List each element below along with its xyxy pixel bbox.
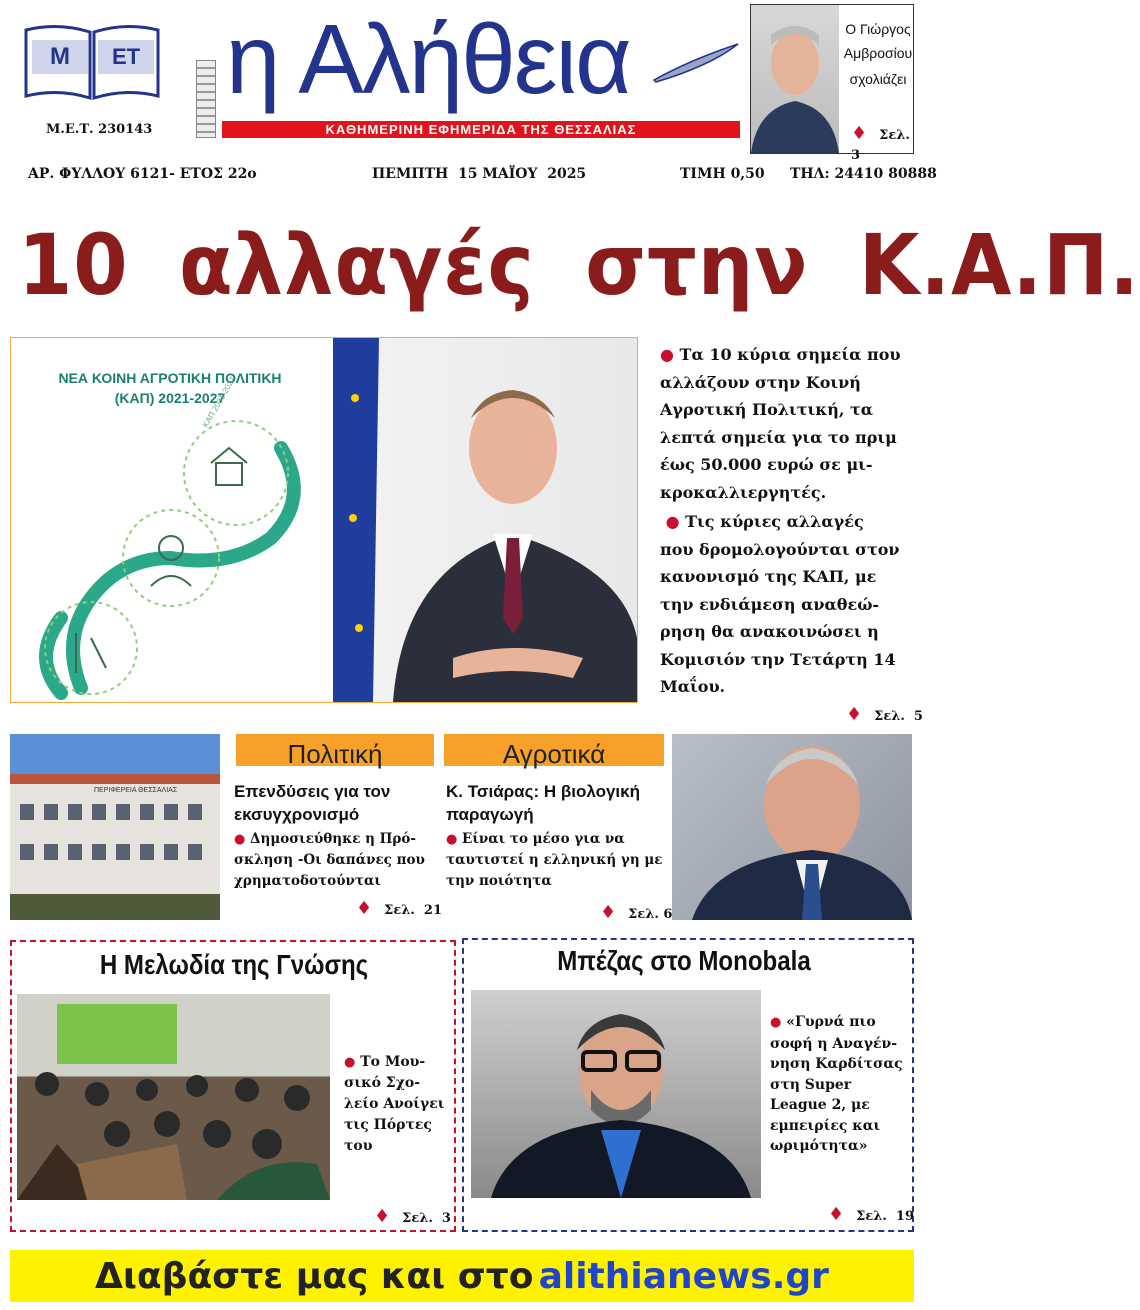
- lead-bullet-1-text-1: Τα 10 κύρια σημεία που: [679, 345, 901, 364]
- melodia-ref-text: Σελ. 3: [402, 1211, 451, 1226]
- melodia-body-line-5: του: [344, 1138, 373, 1154]
- tsiaras-photo[interactable]: [672, 734, 912, 920]
- lead-bullet-2-line-7: Μαΐου.: [660, 677, 726, 696]
- lead-bullet-2-line-6: Κομισιόν την Τετάρτη 14: [660, 649, 896, 669]
- politiki-body-text-1: Δημοσιεύθηκε η Πρό-: [250, 831, 416, 847]
- mpezas-body-line-7: ωριμότητα»: [770, 1138, 868, 1154]
- lead-bullet-2-line-1: [660, 508, 922, 536]
- diamond-icon: ♦: [356, 898, 373, 919]
- lead-bullet-1-line-2: αλλάζουν στην Κοινή: [660, 372, 861, 392]
- main-headline[interactable]: 10 αλλαγές στην Κ.Α.Π.: [18, 216, 1140, 314]
- cap-graphic-title-line1: ΝΕΑ ΚΟΙΝΗ ΑΓΡΟΤΙΚΗ ΠΟΛΙΤΙΚΗ: [58, 370, 282, 386]
- section-politiki-label: Πολιτική: [287, 739, 383, 769]
- politiki-title[interactable]: [234, 780, 444, 826]
- masthead-subtitle: ΚΑΘΗΜΕΡΙΝΗ ΕΦΗΜΕΡΙΔΑ ΤΗΣ ΘΕΣΣΑΛΙΑΣ: [222, 121, 740, 138]
- columnist-name-line2: Αμβροσίου: [843, 45, 913, 61]
- politiki-title-line-1: Επενδύσεις για τον: [234, 782, 391, 801]
- met-logo-right-text: ΕΤ: [98, 40, 154, 74]
- bullet-icon: ●: [660, 345, 674, 364]
- issue-date: ΠΕΜΠΤΗ 15 ΜΑΪΟΥ 2025: [372, 166, 587, 182]
- melodia-body: [344, 1052, 454, 1157]
- section-agrotika[interactable]: [444, 734, 664, 769]
- mpezas-body-line-1: [770, 1012, 912, 1034]
- lead-bullet-1-line-5: έως 50.000 ευρώ σε μι-: [660, 455, 873, 474]
- lead-bullet-2-line-4: την ενδιάμεση αναθεώ-: [660, 594, 880, 614]
- mpezas-body-line-2: σοφή η Αναγέν-: [770, 1035, 898, 1052]
- bullet-icon: ●: [770, 1015, 782, 1030]
- building-sign-text: ΠΕΡΙΦΕΡΕΙΑ ΘΕΣΣΑΛΙΑΣ: [94, 787, 178, 794]
- lead-bullet-1: [660, 341, 922, 506]
- mpezas-body: [770, 1012, 912, 1157]
- issue-price: ΤΙΜΗ 0,50: [680, 166, 765, 182]
- politiki-body-line-1: [234, 829, 444, 850]
- lead-bullet-1-line-3: Αγροτική Πολιτική, τα: [660, 400, 874, 419]
- lead-bullet-2-text-1: Τις κύριες αλλαγές: [685, 512, 864, 531]
- columnist-ref: [851, 123, 913, 163]
- mpezas-body-line-6: εμπειρίες και: [770, 1117, 881, 1134]
- issue-phone: ΤΗΛ: 24410 80888: [790, 166, 937, 182]
- footer-text: Διαβάστε μας και στο: [95, 1256, 534, 1297]
- bullet-icon: ●: [665, 512, 680, 531]
- quill-icon: [650, 40, 742, 84]
- melodia-body-line-2: σικό Σχο-: [344, 1075, 421, 1091]
- lead-bullet-1-line-4: λεπτά σημεία για το πριμ: [660, 427, 897, 447]
- footer-banner[interactable]: [10, 1250, 914, 1302]
- mpezas-ref: [828, 1204, 914, 1225]
- melodia-ref: [374, 1206, 451, 1227]
- met-logo-left-text: Μ: [32, 40, 88, 74]
- melodia-body-text-1: Το Μου-: [360, 1054, 426, 1070]
- mpezas-body-line-5: League 2, με: [770, 1097, 870, 1113]
- music-school-photo[interactable]: [17, 994, 330, 1200]
- agrotika-body: [446, 829, 668, 892]
- section-politiki[interactable]: [236, 734, 434, 769]
- met-logo: [22, 20, 162, 104]
- melodia-title[interactable]: Η Μελωδία της Γνώσης: [99, 949, 369, 980]
- agrotika-body-text-1: Είναι το μέσο για να: [462, 831, 625, 847]
- mpezas-body-line-4: στη Super: [770, 1076, 852, 1093]
- melodia-body-line-1: [344, 1052, 454, 1073]
- lead-bullet-2-line-2: που δρομολογούνται στον: [660, 539, 900, 559]
- agrotika-ref-text: Σελ. 6: [628, 907, 673, 922]
- mpezas-body-line-3: νηση Καρδίτσας: [770, 1056, 903, 1072]
- columnist-photo: [751, 5, 839, 153]
- lead-bullet-2-line-3: κανονισμό της ΚΑΠ, με: [660, 567, 877, 586]
- politiki-title-line-2: εκσυγχρονισμό: [234, 805, 360, 824]
- masthead-title: η Αλήθεια: [226, 4, 630, 114]
- cap-graphic-title-line2: (ΚΑΠ) 2021-2027: [114, 390, 226, 406]
- lead-ref-text: Σελ. 5: [874, 709, 923, 724]
- bullet-icon: ●: [234, 832, 246, 847]
- politiki-body-line-3: χρηματοδοτούνται: [234, 873, 381, 889]
- cap-graphic-arc-label: ΚΑΠ 2021-2027: [200, 375, 238, 429]
- lead-ref: [846, 704, 923, 725]
- lead-bullet-1-line-1: [660, 341, 922, 369]
- diamond-icon: ♦: [828, 1204, 845, 1225]
- diamond-icon: ♦: [374, 1206, 391, 1227]
- building-photo[interactable]: [10, 734, 220, 920]
- lead-bullet-2-line-5: ρηση θα ανακοινώσει η: [660, 622, 879, 641]
- lead-bullet-2: [660, 508, 922, 701]
- footer-link[interactable]: alithianews.gr: [538, 1256, 829, 1297]
- agrotika-title[interactable]: [446, 780, 668, 826]
- agrotika-body-line-2: ταυτιστεί η ελληνική γη με: [446, 852, 663, 868]
- columnist-name-line3: σχολιάζει: [849, 71, 907, 87]
- lead-portrait-photo: [333, 338, 637, 702]
- mpezas-title[interactable]: Μπέζας στο Monobala: [557, 945, 811, 976]
- melodia-body-line-3: λείο Ανοίγει: [344, 1096, 445, 1112]
- mpezas-photo[interactable]: [471, 990, 761, 1198]
- bullet-icon: ●: [344, 1055, 356, 1070]
- melodia-body-line-4: τις Πόρτες: [344, 1117, 432, 1133]
- politiki-ref: [356, 898, 442, 919]
- columnist-box[interactable]: [750, 4, 914, 163]
- politiki-body: [234, 829, 444, 892]
- bullet-icon: ●: [446, 832, 458, 847]
- agrotika-title-line-1: Κ. Τσιάρας: Η βιολογική: [446, 782, 640, 801]
- lead-bullet-1-line-6: κροκαλλιεργητές.: [660, 482, 827, 502]
- politiki-ref-text: Σελ. 21: [384, 903, 443, 918]
- agrotika-body-line-1: [446, 829, 668, 850]
- lead-image[interactable]: [10, 337, 638, 703]
- mpezas-ref-text: Σελ. 19: [856, 1209, 915, 1224]
- sidebar-tiny-logo: [196, 60, 216, 138]
- issue-number: ΑΡ. ΦΥΛΛΟΥ 6121- ΕΤΟΣ 22ο: [28, 166, 257, 182]
- section-agrotika-label: Αγροτικά: [502, 739, 606, 769]
- mpezas-body-text-1: «Γυρνά πιο: [786, 1014, 876, 1030]
- met-code: Μ.Ε.Τ. 230143: [46, 122, 153, 137]
- columnist-ref-text: Σελ. 3: [851, 128, 910, 163]
- diamond-icon: ♦: [851, 123, 868, 144]
- politiki-body-line-2: σκληση -Οι δαπάνες που: [234, 852, 425, 868]
- agrotika-ref: [600, 902, 672, 923]
- diamond-icon: ♦: [600, 902, 617, 923]
- columnist-name-line1: Ο Γιώργος: [845, 21, 911, 37]
- agrotika-title-line-2: παραγωγή: [446, 805, 534, 824]
- agrotika-body-line-3: την ποιότητα: [446, 873, 552, 889]
- diamond-icon: ♦: [846, 704, 863, 725]
